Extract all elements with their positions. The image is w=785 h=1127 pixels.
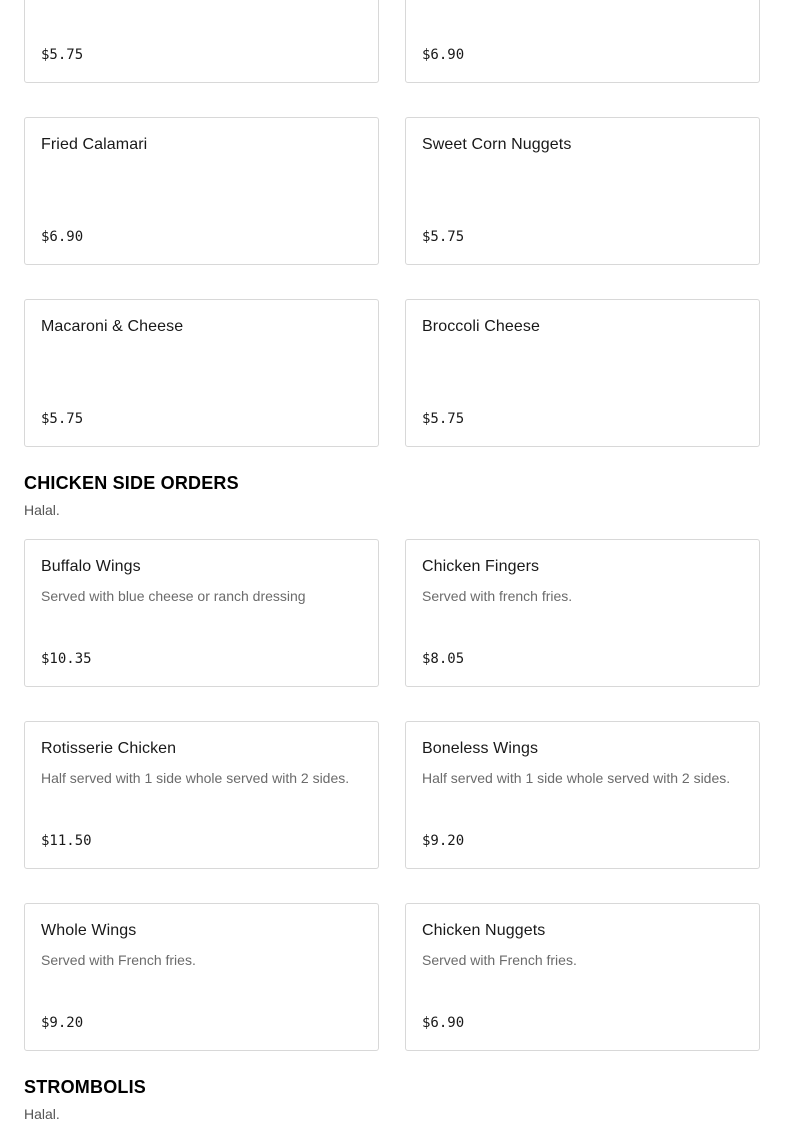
item-price: $5.75 [41, 47, 84, 63]
item-name: Chicken Fingers [422, 558, 540, 575]
menu-item-card[interactable] [405, 0, 760, 83]
item-price: $9.20 [422, 833, 465, 849]
item-name: Sweet Corn Nuggets [422, 136, 572, 153]
item-name: Fried Calamari [41, 136, 148, 153]
section-title: STROMBOLIS [24, 1077, 146, 1097]
item-price: $6.90 [422, 47, 465, 63]
item-description: Served with blue cheese or ranch dressing [41, 588, 306, 604]
item-description: Half served with 1 side whole served with 2 sides. [41, 770, 350, 786]
menu-item-card[interactable] [405, 539, 760, 687]
item-name: Whole Wings [41, 922, 137, 939]
item-name: Chicken Nuggets [422, 922, 546, 939]
menu-item-card[interactable] [24, 0, 379, 83]
item-price: $11.50 [41, 833, 92, 849]
item-name: Boneless Wings [422, 740, 539, 757]
item-description: Served with french fries. [422, 588, 573, 604]
menu-item-card[interactable] [24, 539, 379, 687]
menu-item-card[interactable] [24, 903, 379, 1051]
menu-item-card[interactable] [405, 117, 760, 265]
item-price: $9.20 [41, 1015, 84, 1031]
section-note: Halal. [24, 502, 60, 518]
menu-item-card[interactable] [24, 299, 379, 447]
menu-item-card[interactable] [405, 299, 760, 447]
item-description: Half served with 1 side whole served with 2 sides. [422, 770, 731, 786]
item-description: Served with French fries. [422, 952, 577, 968]
item-price: $6.90 [422, 1015, 465, 1031]
item-price: $5.75 [41, 411, 84, 427]
menu-item-card[interactable] [24, 721, 379, 869]
item-price: $6.90 [41, 229, 84, 245]
menu-item-card[interactable] [24, 117, 379, 265]
item-price: $8.05 [422, 651, 465, 667]
item-price: $5.75 [422, 411, 465, 427]
menu-item-card[interactable] [405, 903, 760, 1051]
item-name: Broccoli Cheese [422, 318, 540, 335]
item-price: $10.35 [41, 651, 92, 667]
section-title: CHICKEN SIDE ORDERS [24, 473, 239, 493]
item-description: Served with French fries. [41, 952, 196, 968]
item-name: Buffalo Wings [41, 558, 141, 575]
section-note: Halal. [24, 1106, 60, 1122]
menu-item-card[interactable] [405, 721, 760, 869]
item-name: Rotisserie Chicken [41, 740, 177, 757]
item-name: Macaroni & Cheese [41, 318, 184, 335]
item-price: $5.75 [422, 229, 465, 245]
